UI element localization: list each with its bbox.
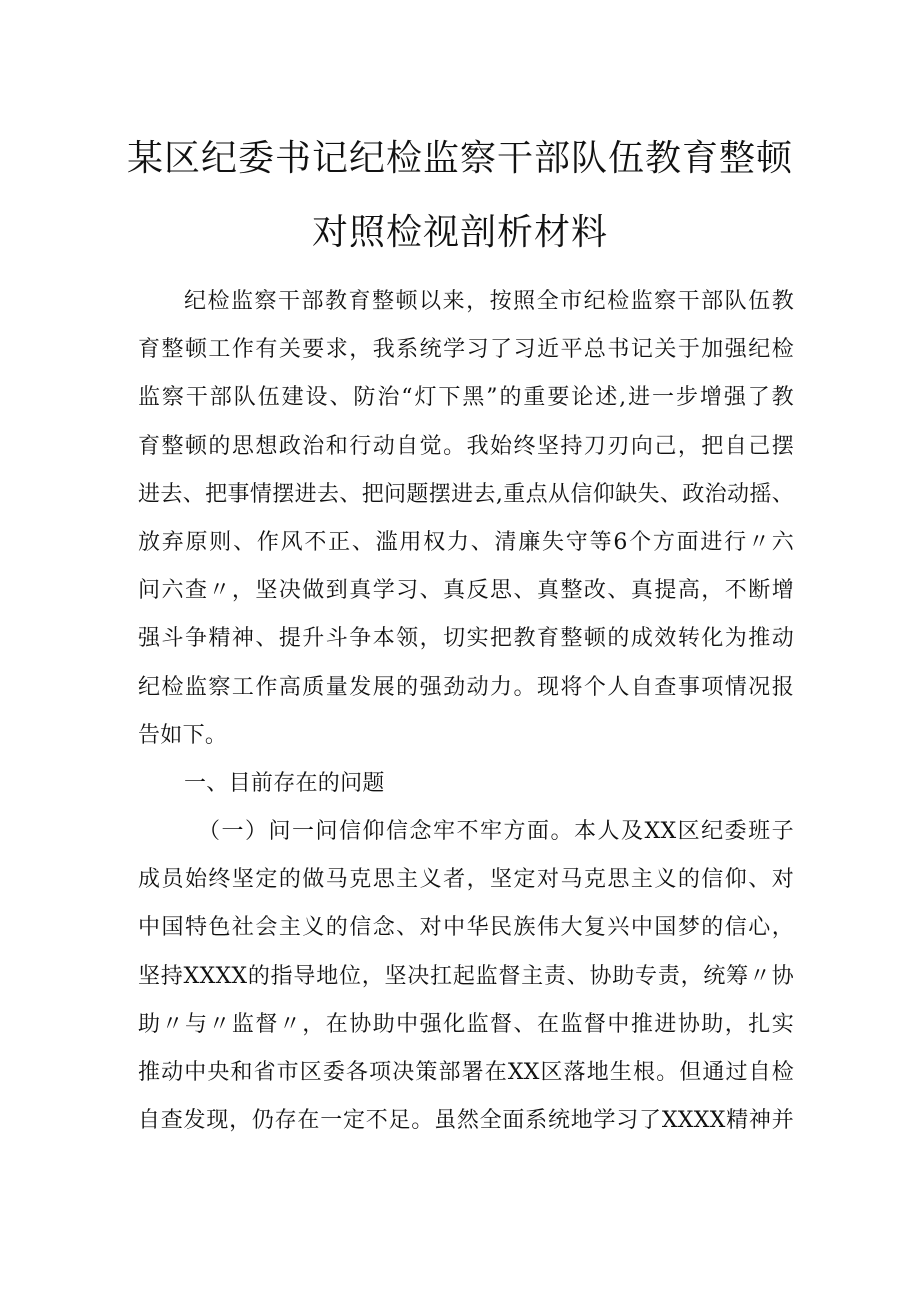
document-title-line-1: 某区纪委书记纪检监察干部队伍教育整顿 [126,138,793,179]
paragraph-2-line: 推动中央和省市区委各项决策部署在XX区落地生根。但通过自检 [138,1060,794,1085]
section-heading: 一、目前存在的问题 [184,770,385,796]
paragraph-2-line: 自查发现，仍存在一定不足。虽然全面系统地学习了XXXX精神并 [138,1108,794,1134]
paragraph-2-line: 成员始终坚定的做马克思主义者，坚定对马克思主义的信仰、对 [138,867,794,893]
paragraph-1-line: 强斗争精神、提升斗争本领，切实把教育整顿的成效转化为推动 [138,626,794,652]
paragraph-1-line: 监察干部队伍建设、防治“灯下黑”的重要论述,进一步增强了教 [138,385,794,411]
paragraph-1-line: 问六查〃，坚决做到真学习、真反思、真整改、真提高，不断增 [138,578,794,604]
paragraph-1-line: 育整顿工作有关要求，我系统学习了习近平总书记关于加强纪检 [138,337,794,363]
paragraph-1-line: 放弃原则、作风不正、滥用权力、清廉失守等6个方面进行〃六 [138,529,794,555]
paragraph-1-line: 纪检监察工作高质量发展的强劲动力。现将个人自查事项情况报 [138,674,794,700]
paragraph-2-line: 坚持XXXX的指导地位，坚决扛起监督主责、协助专责，统筹〃协 [138,963,794,989]
paragraph-2-line: 助〃与〃监督〃，在协助中强化监督、在监督中推进协助，扎实 [138,1011,794,1037]
paragraph-1-line: 纪检监察干部教育整顿以来，按照全市纪检监察干部队伍教 [184,289,794,314]
paragraph-2-line: 中国特色社会主义的信念、对中华民族伟大复兴中国梦的信心， [138,915,794,941]
paragraph-1-line: 进去、把事情摆进去、把问题摆进去,重点从信仰缺失、政治动摇、 [138,481,794,507]
document-body [138,278,794,1145]
paragraph-1-line: 告如下。 [138,722,228,748]
paragraph-1-line: 育整顿的思想政治和行动自觉。我始终坚持刀刃向己，把自己摆 [138,433,794,459]
document-title-line-2: 对照检视剖析材料 [311,212,608,253]
paragraph-2-line: （一）问一问信仰信念牢不牢方面。本人及XX区纪委班子 [198,819,794,845]
